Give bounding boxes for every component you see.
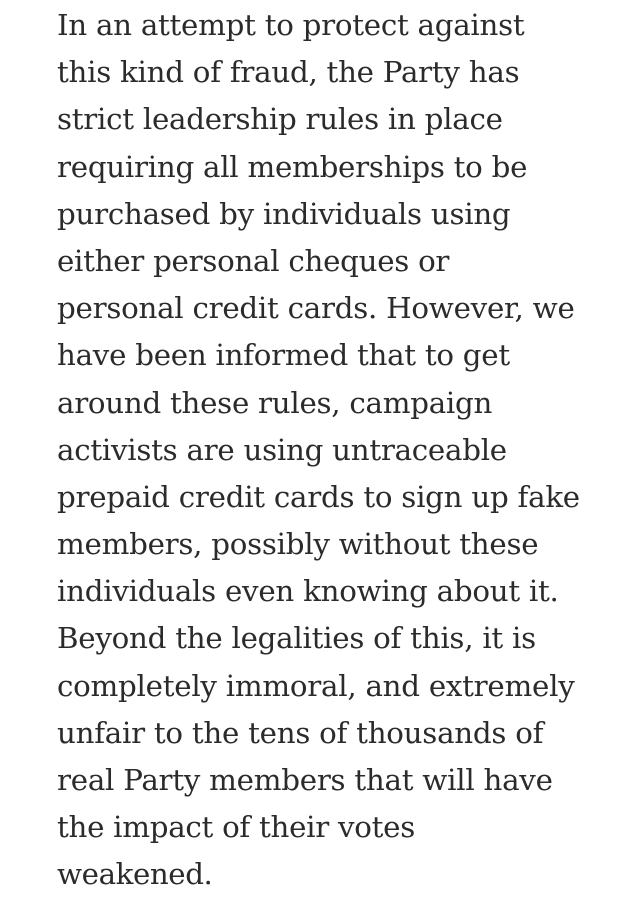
paragraph-line: either personal cheques or xyxy=(57,243,450,278)
paragraph-line: have been informed that to get xyxy=(57,338,510,373)
paragraph-line: purchased by individuals using xyxy=(57,196,511,231)
paragraph-line: the impact of their votes xyxy=(57,810,415,845)
article-paragraph xyxy=(57,2,637,899)
paragraph-line: completely immoral, and extremely xyxy=(57,668,575,703)
paragraph-line: real Party members that will have xyxy=(57,763,553,797)
paragraph-line: members, possibly without these xyxy=(57,527,539,562)
paragraph-line: individuals even knowing about it. xyxy=(57,574,559,609)
paragraph-line: this kind of fraud, the Party has xyxy=(57,55,520,90)
paragraph-line: In an attempt to protect against xyxy=(57,8,525,42)
paragraph-line: strict leadership rules in place xyxy=(57,102,503,137)
paragraph-line: activists are using untraceable xyxy=(57,432,507,467)
paragraph-line: weakened. xyxy=(57,857,213,892)
paragraph-line: around these rules, campaign xyxy=(57,385,493,420)
paragraph-line: unfair to the tens of thousands of xyxy=(57,715,544,750)
paragraph-line: prepaid credit cards to sign up fake xyxy=(57,479,580,514)
paragraph-line: personal credit cards. However, we xyxy=(57,291,575,326)
paragraph-line: Beyond the legalities of this, it is xyxy=(57,621,536,656)
paragraph-line: requiring all memberships to be xyxy=(57,149,528,184)
